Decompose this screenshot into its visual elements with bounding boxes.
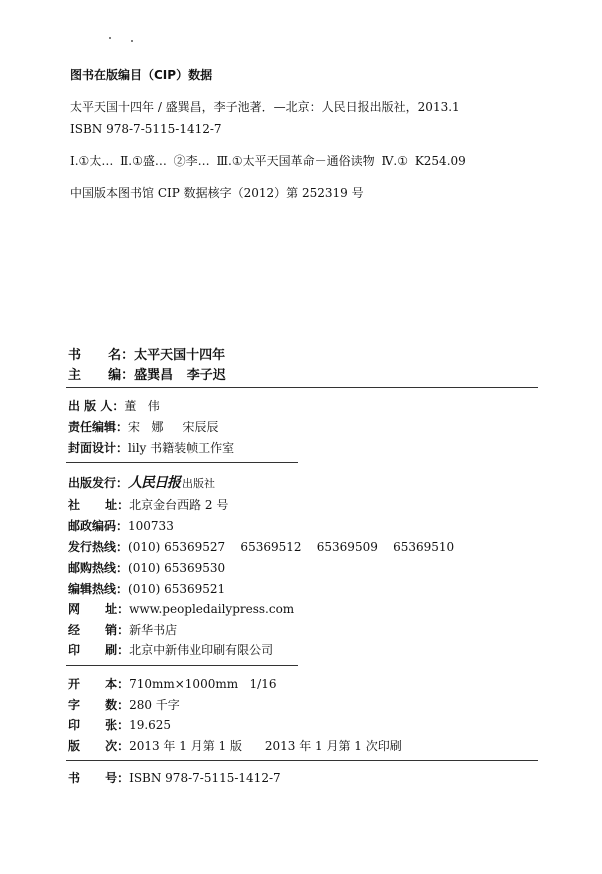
mail-hotline: (010) 65369530 bbox=[128, 561, 226, 575]
printer-label: 印 刷： bbox=[68, 643, 130, 657]
format-label: 开 本： bbox=[68, 677, 130, 691]
cip-subject-headings: Ⅰ.①太… Ⅱ.①盛… ②李… Ⅲ.①太平天国革命－通俗读物 Ⅳ.① K254.09 bbox=[70, 154, 466, 168]
distributor: 新华书店 bbox=[129, 623, 178, 637]
word-count: 280 千字 bbox=[129, 698, 180, 712]
edition-row bbox=[68, 737, 402, 754]
distributor-label: 经 销： bbox=[68, 623, 130, 637]
responsible-editor-label: 责任编辑： bbox=[68, 420, 129, 434]
sales-hotline-label: 发行热线： bbox=[68, 540, 129, 554]
print-sheets-row bbox=[68, 716, 171, 733]
address: 北京金台西路 2 号 bbox=[129, 498, 229, 512]
postcode-row bbox=[68, 517, 174, 534]
divider bbox=[66, 665, 298, 666]
cip-title: 图书在版编目（CIP）数据 bbox=[70, 68, 213, 82]
publisher-person-label: 出 版 人： bbox=[68, 399, 125, 413]
publisher-person-row bbox=[68, 397, 160, 414]
word-count-row bbox=[68, 696, 180, 713]
website-label: 网 址： bbox=[68, 602, 130, 616]
isbn: ISBN 978-7-5115-1412-7 bbox=[129, 771, 281, 785]
address-label: 社 址： bbox=[68, 498, 130, 512]
edit-hotline-row bbox=[68, 580, 225, 597]
format-row bbox=[68, 675, 276, 692]
divider bbox=[66, 760, 538, 761]
publisher-suffix: 出版社 bbox=[182, 477, 216, 490]
edition: 2013 年 1 月第 1 版 2013 年 1 月第 1 次印刷 bbox=[129, 739, 402, 753]
publisher-label: 出版发行： bbox=[68, 476, 129, 490]
responsible-editor: 宋 娜 宋辰辰 bbox=[128, 420, 219, 434]
edit-hotline-label: 编辑热线： bbox=[68, 582, 129, 596]
format: 710mm×1000mm 1/16 bbox=[129, 677, 277, 691]
book-name-row bbox=[68, 344, 225, 363]
editor-row bbox=[68, 364, 226, 383]
website-row bbox=[68, 600, 294, 617]
book-name-label: 书 名： bbox=[68, 348, 135, 363]
isbn-row bbox=[68, 769, 281, 786]
people-daily-logo: 人民日报 bbox=[128, 475, 181, 491]
divider bbox=[66, 387, 538, 388]
publisher-row bbox=[68, 472, 215, 492]
mail-hotline-row bbox=[68, 559, 225, 576]
address-row bbox=[68, 496, 228, 513]
printer-row bbox=[68, 641, 273, 658]
responsible-editor-row bbox=[68, 418, 219, 435]
edit-hotline: (010) 65369521 bbox=[128, 582, 226, 596]
website: www.peopledailypress.com bbox=[129, 602, 295, 616]
sales-hotline: (010) 65369527 65369512 65369509 65369510 bbox=[128, 540, 455, 554]
print-sheets-label: 印 张： bbox=[68, 718, 130, 732]
mail-hotline-label: 邮购热线： bbox=[68, 561, 129, 575]
cover-design: lily 书籍装帧工作室 bbox=[128, 441, 235, 455]
editor-label: 主 编： bbox=[68, 368, 135, 383]
editor-names: 盛巽昌 李子迟 bbox=[134, 368, 226, 383]
postcode-label: 邮政编码： bbox=[68, 519, 129, 533]
distributor-row bbox=[68, 621, 177, 638]
scan-speck bbox=[131, 40, 133, 42]
cover-design-row bbox=[68, 439, 234, 456]
isbn-label: 书 号： bbox=[68, 771, 130, 785]
scan-speck bbox=[109, 37, 111, 39]
cip-isbn: ISBN 978-7-5115-1412-7 bbox=[70, 122, 222, 136]
cip-record: 太平天国十四年 / 盛巽昌，李子池著．—北京：人民日报出版社，2013.1 bbox=[70, 100, 460, 114]
postcode: 100733 bbox=[128, 519, 174, 533]
cover-design-label: 封面设计： bbox=[68, 441, 129, 455]
word-count-label: 字 数： bbox=[68, 698, 130, 712]
printer: 北京中新伟业印刷有限公司 bbox=[129, 643, 274, 657]
sales-hotline-row bbox=[68, 538, 454, 555]
print-sheets: 19.625 bbox=[129, 718, 172, 732]
book-name: 太平天国十四年 bbox=[134, 348, 226, 363]
divider bbox=[66, 462, 298, 463]
cip-verification-number: 中国版本图书馆 CIP 数据核字（2012）第 252319 号 bbox=[70, 186, 364, 200]
publisher-person: 董 伟 bbox=[124, 399, 160, 413]
edition-label: 版 次： bbox=[68, 739, 130, 753]
